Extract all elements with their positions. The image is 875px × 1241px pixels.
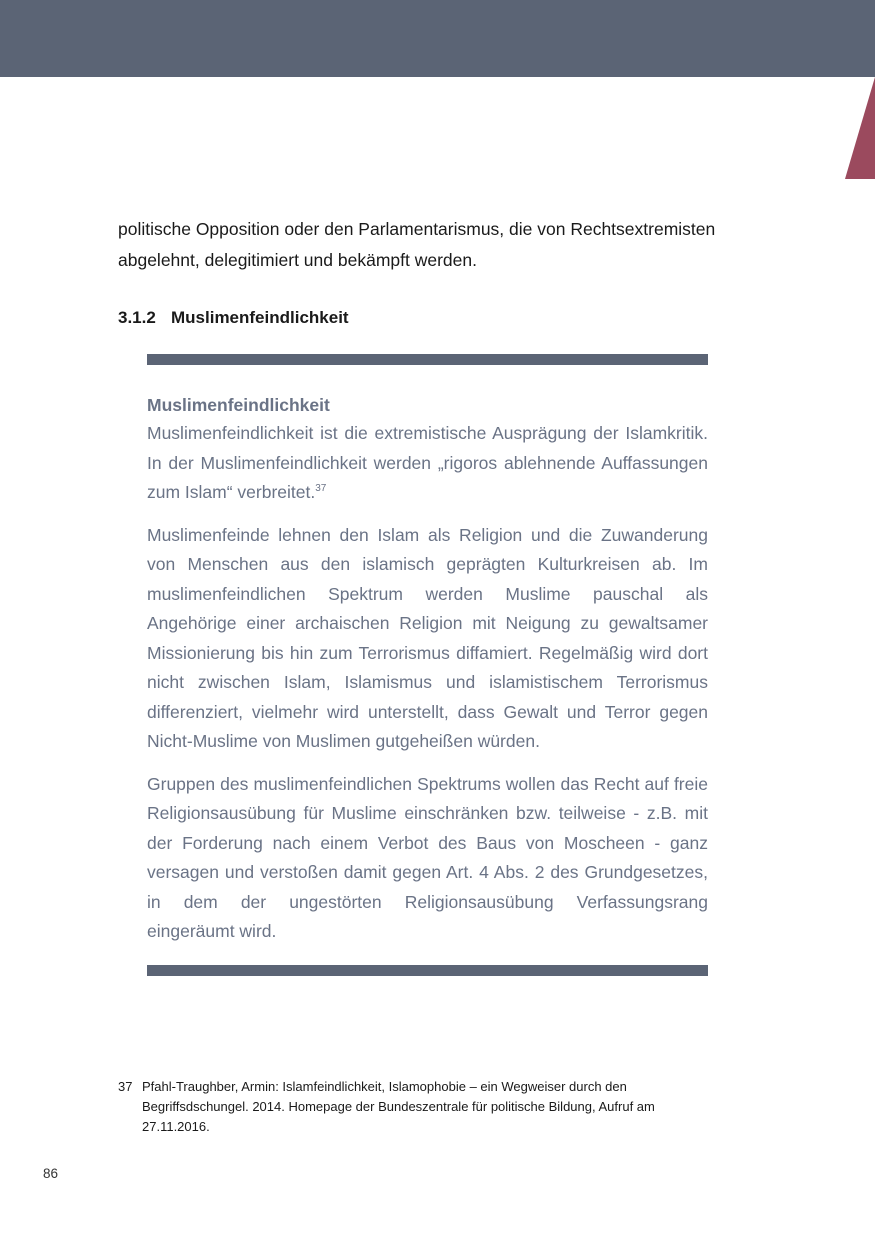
section-heading xyxy=(118,304,349,332)
footnote-text: Pfahl-Traughber, Armin: Islamfeindlichkeit, Islamophobie – ein Wegweiser durch den Begriffsdschungel. 2014. Homepage der Bundeszentrale für politische Bildung, Aufruf am 27.11.2016. xyxy=(142,1079,655,1134)
definition-box xyxy=(147,391,708,960)
box-bottom-rule xyxy=(147,965,708,976)
section-number: 3.1.2 xyxy=(118,308,156,327)
box-top-rule xyxy=(147,354,708,365)
box-paragraph-3: Gruppen des muslimenfeindlichen Spektrums wollen das Recht auf freie Religionsausübung für Muslime einschränken bzw. teilweise - z.B. mit der Forderung nach einem Verbot des Baus von Moscheen - ganz versagen und verstoßen damit gegen Art. 4 Abs. 2 des Grundgesetzes, in dem der ungestörten Religionsausübung Verfassungsrang eingeräumt wird. xyxy=(147,773,708,941)
page-number: 86 xyxy=(43,1166,59,1181)
box-title: Muslimenfeindlichkeit xyxy=(147,395,330,415)
footnote xyxy=(118,1077,718,1137)
intro-text: politische Opposition oder den Parlamentarismus, die von Rechtsextremisten abgelehnt, delegitimiert und bekämpft werden. xyxy=(118,219,716,270)
corner-accent-tab xyxy=(845,77,875,179)
footnote-reference: 37 xyxy=(315,483,327,494)
section-title: Muslimenfeindlichkeit xyxy=(171,308,349,327)
intro-paragraph xyxy=(118,214,758,276)
box-paragraph-1 xyxy=(147,419,708,508)
footnote-number: 37 xyxy=(118,1079,133,1094)
header-band xyxy=(0,0,875,77)
box-paragraph-2: Muslimenfeinde lehnen den Islam als Religion und die Zuwanderung von Menschen aus den islamisch geprägten Kulturkreisen ab. Im muslimenfeindlichen Spektrum werden Muslime pauschal als Angehörige einer archaischen Religion mit Neigung zu gewaltsamer Missionierung bis hin zum Terrorismus diffamiert. Regelmäßig wird dort nicht zwischen Islam, Islamismus und islamistischem Terrorismus differenziert, vielmehr wird unterstellt, dass Gewalt und Terror gegen Nicht-Muslime von Muslimen gutgeheißen würden. xyxy=(147,524,708,751)
box-paragraph-1-text: Muslimenfeindlichkeit ist die extremistische Ausprägung der Islamkritik. In der Muslimenfeindlichkeit werden „rigoros ablehnende Auffassungen zum Islam“ verbreitet. xyxy=(147,423,708,502)
